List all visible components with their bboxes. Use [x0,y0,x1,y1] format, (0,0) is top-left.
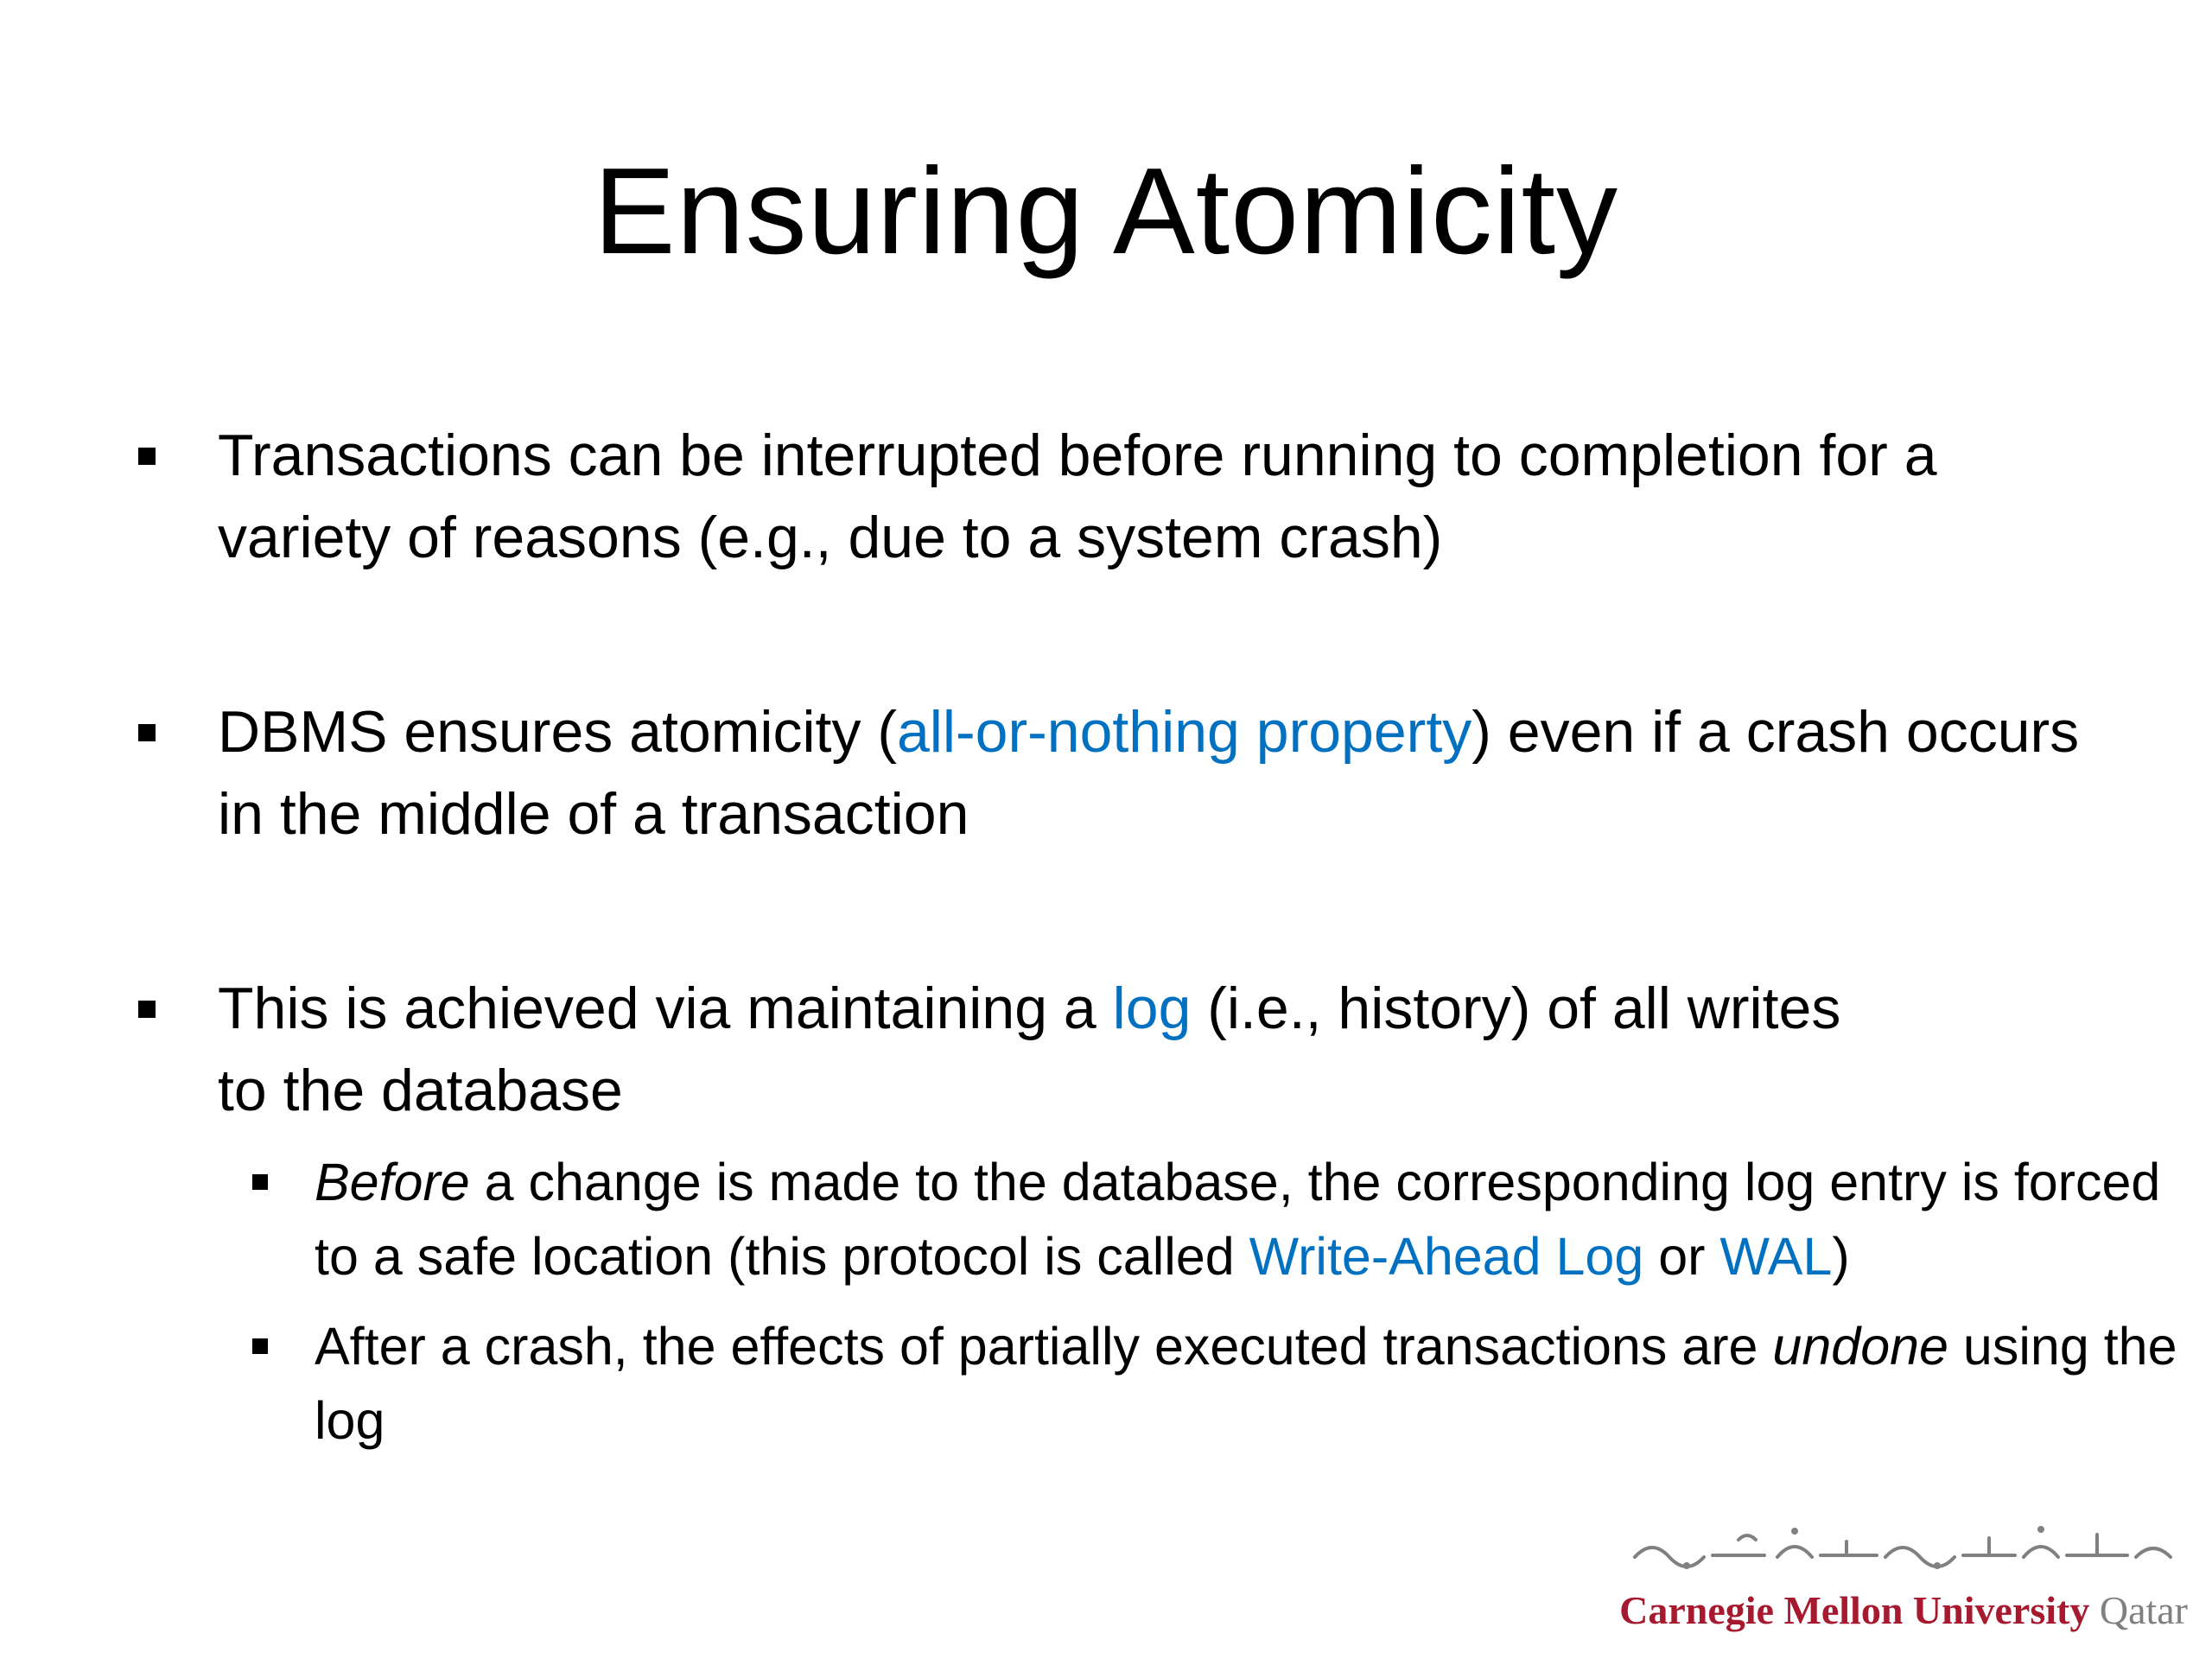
logo-wordmark [1619,1586,2188,1635]
sub-bullet-text-segment: After a crash, the effects of partially executed transactions are [315,1317,1773,1376]
bullet-text [218,691,2119,855]
sub-bullet-text-segment: ) [1832,1227,1850,1286]
bullet-text-segment: ) even if a crash occurs in the middle of a transaction [218,699,2080,847]
bullet-text-segment: (i.e., history) of all writes [1191,976,1841,1041]
bullet-text-segment: DBMS ensures atomicity ( [218,699,897,765]
slide-title: Ensuring Atomicity [593,143,1619,280]
highlighted-term: log [1112,976,1192,1041]
sub-bullet-text [315,1145,2190,1294]
highlighted-term: Write-Ahead Log [1249,1227,1644,1286]
bullet-text-segment: This is achieved via maintaining a [218,976,1113,1041]
highlighted-term: WAL [1719,1227,1833,1286]
logo-university-name: Carnegie Mellon University [1619,1588,2090,1632]
bullet-text [218,415,2119,579]
logo-campus-name: Qatar [2099,1588,2188,1632]
sub-bullet-square-icon [252,1338,268,1354]
sub-bullet-text [315,1309,2190,1458]
highlighted-term: all-or-nothing property [896,699,1472,765]
emphasized-term: undone [1772,1317,1948,1376]
arabic-script-logo-icon [1618,1522,2188,1571]
bullet-square-icon [138,448,156,465]
bullet-square-icon [138,1001,156,1018]
bullet-text [218,968,2119,1132]
sub-bullet-text-segment: or [1643,1227,1720,1286]
university-logo [1618,1522,2188,1635]
bullet-text-segment: to the database [218,1058,623,1123]
sub-bullet-text-segment: a change is made to the database, the corresponding log entry is forced to a safe location (this protocol is called [315,1153,2161,1286]
sub-bullet-text-segment: using the log [315,1317,2177,1450]
bullet-square-icon [138,724,156,741]
sub-bullet-square-icon [252,1174,268,1190]
emphasized-term: Before [315,1153,470,1211]
bullet-text-segment: Transactions can be interrupted before running to completion for a variety of reasons (e.g., due to a system crash) [218,423,1937,570]
